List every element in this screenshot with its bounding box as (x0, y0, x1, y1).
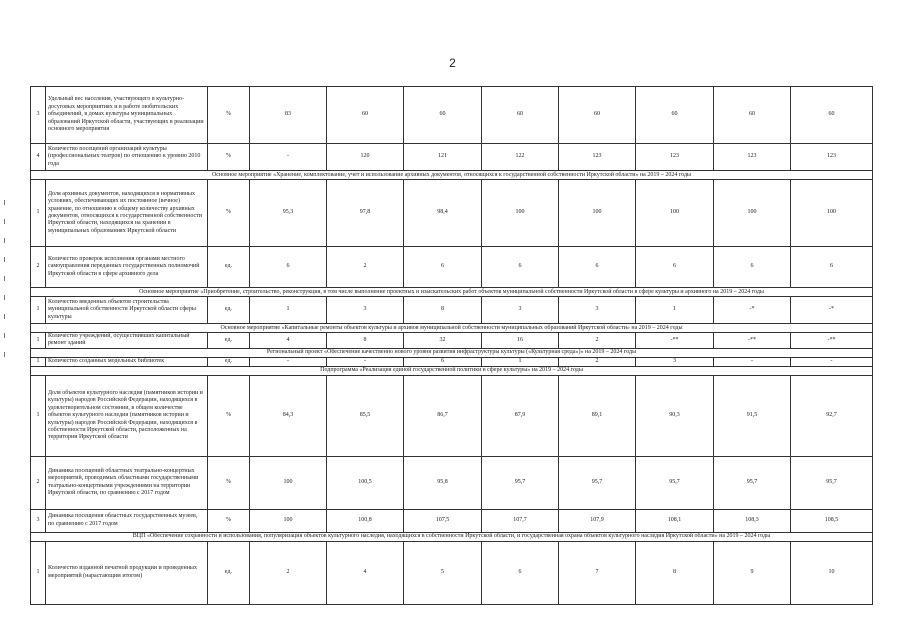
year-value: -** (791, 333, 873, 349)
year-value: 6 (404, 357, 482, 366)
year-value: -** (714, 333, 791, 349)
row-number: 1 (31, 357, 46, 366)
year-value: 6 (714, 247, 791, 288)
year-value: 123 (791, 144, 873, 171)
table-row (31, 144, 873, 171)
indicator-name: Динамика посещения областных государственных музеев, по сравнению с 2017 годом (46, 509, 208, 532)
section-title: Региональный проект «Обеспечение качественно нового уровня развития инфраструктуры культуры («Культурная среда»)» на 2019 – 2024 годы (31, 348, 873, 357)
year-value: 8 (327, 333, 404, 349)
section-header-row (31, 366, 873, 375)
year-value: 6 (636, 247, 714, 288)
year-value: 108,3 (714, 509, 791, 532)
year-value: 7 (559, 541, 636, 604)
section-title: ВЦП «Обеспечение сохранности и использования, популяризация объектов культурного наследия, находящихся в собственности Иркутской области, и государственная охрана объектов культурного наследия Иркутской области» на 2019 – 2024 годы (31, 532, 873, 541)
year-value: 6 (250, 247, 327, 288)
year-value: 100 (559, 180, 636, 247)
unit: ед. (208, 541, 250, 604)
table-row (31, 375, 873, 456)
year-value: 8 (404, 297, 482, 324)
year-value: 6 (404, 247, 482, 288)
year-value: 95,7 (636, 456, 714, 509)
year-value: 60 (714, 87, 791, 144)
year-value: 100,8 (327, 509, 404, 532)
binding-margin-marks (4, 200, 6, 380)
unit: ед. (208, 357, 250, 366)
year-value: 97,8 (327, 180, 404, 247)
row-number: 2 (31, 456, 46, 509)
year-value: 86,7 (404, 375, 482, 456)
table-row (31, 180, 873, 247)
indicator-name: Доля архивных документов, находящихся в нормативных условиях, обеспечивающих их постоянное (вечное) хранение, по отношению к общему количеству архивных документов, относящихся к государственной собственности Иркутской области, находящихся на хранении в муниципальных образованиях Иркутской области (46, 180, 208, 247)
year-value: 32 (404, 333, 482, 349)
year-value: 6 (482, 247, 559, 288)
year-value: 6 (559, 247, 636, 288)
section-title: Подпрограмма «Реализация единой государственной политики в сфере культуры» на 2019 – 2024 годы (31, 366, 873, 375)
row-number: 3 (31, 87, 46, 144)
table-row (31, 357, 873, 366)
year-value: 123 (636, 144, 714, 171)
table-row (31, 333, 873, 349)
year-value: 4 (250, 333, 327, 349)
unit: % (208, 144, 250, 171)
year-value: -* (791, 297, 873, 324)
year-value: 1 (636, 297, 714, 324)
section-header-row (31, 348, 873, 357)
year-value: 1 (482, 357, 559, 366)
table-row (31, 87, 873, 144)
section-header-row (31, 324, 873, 333)
year-value: 60 (327, 87, 404, 144)
year-value: 1 (250, 297, 327, 324)
unit: ед. (208, 297, 250, 324)
year-value: - (250, 144, 327, 171)
year-value: 108,1 (636, 509, 714, 532)
unit: % (208, 509, 250, 532)
year-value: 100 (714, 180, 791, 247)
year-value: 123 (559, 144, 636, 171)
row-number: 1 (31, 541, 46, 604)
unit: % (208, 180, 250, 247)
indicator-name: Количество посещений организаций культуры (профессиональных театров) по отношению к уровню 2010 года (46, 144, 208, 171)
year-value: 120 (327, 144, 404, 171)
year-value: 60 (559, 87, 636, 144)
year-value: - (327, 357, 404, 366)
year-value: - (714, 357, 791, 366)
year-value: 100 (636, 180, 714, 247)
indicators-table-body (31, 87, 873, 605)
year-value: 87,9 (482, 375, 559, 456)
year-value: 83 (250, 87, 327, 144)
year-value: 100 (791, 180, 873, 247)
year-value: 5 (404, 541, 482, 604)
row-number: 2 (31, 247, 46, 288)
year-value: -* (714, 297, 791, 324)
indicator-name: Доля объектов культурного наследия (памятников истории и культуры) народов Российской Федерации, находящихся в удовлетворительном состоянии, в общем количестве объектов культурного наследия (памятников истории и культуры) народов Российской Федерации, находящихся в собственности Иркутской области, расположенных на территории Иркутской области (46, 375, 208, 456)
year-value: 90,3 (636, 375, 714, 456)
indicator-name: Количество проверок исполнения органами местного самоуправления переданных государственных полномочий Иркутской области в сфере архивного дела (46, 247, 208, 288)
year-value: 3 (636, 357, 714, 366)
year-value: 95,7 (482, 456, 559, 509)
year-value: 107,9 (559, 509, 636, 532)
year-value: 108,5 (791, 509, 873, 532)
year-value: 91,5 (714, 375, 791, 456)
year-value: -** (636, 333, 714, 349)
year-value: 4 (327, 541, 404, 604)
section-header-row (31, 532, 873, 541)
year-value: 92,7 (791, 375, 873, 456)
year-value: 2 (327, 247, 404, 288)
year-value: 100 (250, 456, 327, 509)
row-number: 1 (31, 375, 46, 456)
row-number: 1 (31, 333, 46, 349)
table-row (31, 297, 873, 324)
year-value: 2 (559, 357, 636, 366)
year-value: 107,5 (404, 509, 482, 532)
year-value: 10 (791, 541, 873, 604)
row-number: 1 (31, 297, 46, 324)
year-value: 84,3 (250, 375, 327, 456)
year-value: 2 (250, 541, 327, 604)
year-value: 16 (482, 333, 559, 349)
year-value: 8 (636, 541, 714, 604)
year-value: 3 (482, 297, 559, 324)
indicator-name: Динамика посещений областных театрально-концертных мероприятий, проводимых областными государственными театрально-концертными учреждениями на территории Иркутской области, по сравнению с 2017 годом (46, 456, 208, 509)
year-value: - (791, 357, 873, 366)
year-value: 95,8 (404, 456, 482, 509)
year-value: 107,7 (482, 509, 559, 532)
year-value: 6 (791, 247, 873, 288)
row-number: 3 (31, 509, 46, 532)
year-value: 121 (404, 144, 482, 171)
year-value: 95,3 (250, 180, 327, 247)
indicator-name: Количество учреждений, осуществивших капитальный ремонт зданий (46, 333, 208, 349)
table-row (31, 541, 873, 604)
page-number: 2 (449, 56, 456, 70)
unit: ед. (208, 247, 250, 288)
table-row (31, 509, 873, 532)
year-value: 60 (636, 87, 714, 144)
year-value: 60 (482, 87, 559, 144)
unit: % (208, 456, 250, 509)
year-value: 9 (714, 541, 791, 604)
year-value: 6 (482, 541, 559, 604)
year-value: 122 (482, 144, 559, 171)
section-title: Основное мероприятие «Приобретение, строительство, реконструкция, в том числе выполнение проектных и изыскательских работ объектов муниципальной собственности Иркутской области в сфере культуры и архивного на 2019 – 2024 годы (31, 288, 873, 297)
year-value: 85,5 (327, 375, 404, 456)
year-value: - (250, 357, 327, 366)
year-value: 3 (327, 297, 404, 324)
indicator-name: Удельный вес населения, участвующего в культурно-досуговых мероприятиях и в работе любительских объединений, в домах культуры муниципальных образований Иркутской области, участвующих в реализации основного мероприятия (46, 87, 208, 144)
year-value: 95,7 (714, 456, 791, 509)
year-value: 100 (250, 509, 327, 532)
year-value: 89,1 (559, 375, 636, 456)
section-header-row (31, 288, 873, 297)
section-title: Основное мероприятие «Хранение, комплектование, учет и использование архивных документов, относящихся к государственной собственности Иркутской области» на 2019 – 2024 годы (31, 171, 873, 180)
table-row (31, 456, 873, 509)
year-value: 60 (791, 87, 873, 144)
unit: ед. (208, 333, 250, 349)
unit: % (208, 87, 250, 144)
row-number: 1 (31, 180, 46, 247)
year-value: 123 (714, 144, 791, 171)
indicator-name: Количество изданной печатной продукции и проведенных мероприятий (нарастающим итогом) (46, 541, 208, 604)
indicator-name: Количество созданных модельных библиотек (46, 357, 208, 366)
year-value: 2 (559, 333, 636, 349)
indicators-table (30, 86, 873, 605)
indicator-name: Количество введенных объектов строительства муниципальной собственности Иркутской области сферы культуры (46, 297, 208, 324)
section-title: Основное мероприятие «Капитальные ремонты объектов культуры и архивов муниципальной собственности муниципальных образований Иркутской области» на 2019 – 2024 годы (31, 324, 873, 333)
year-value: 95,7 (559, 456, 636, 509)
section-header-row (31, 171, 873, 180)
year-value: 95,7 (791, 456, 873, 509)
year-value: 3 (559, 297, 636, 324)
year-value: 100 (482, 180, 559, 247)
year-value: 100,5 (327, 456, 404, 509)
table-row (31, 247, 873, 288)
unit: % (208, 375, 250, 456)
row-number: 4 (31, 144, 46, 171)
year-value: 60 (404, 87, 482, 144)
year-value: 98,4 (404, 180, 482, 247)
